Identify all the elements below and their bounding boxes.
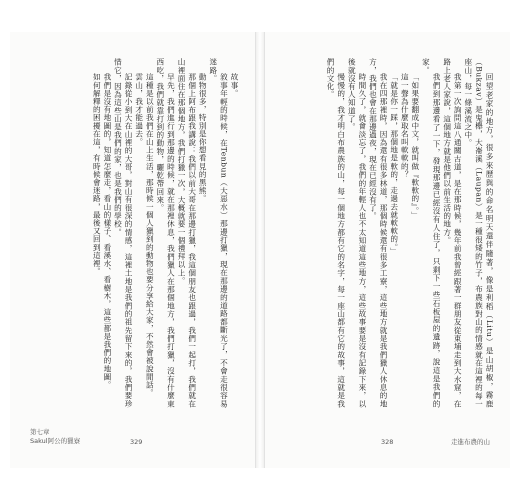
- paragraph: 這一聲為什麼取名叫軟軟的？: [400, 73, 410, 179]
- book-gutter: [256, 32, 264, 468]
- page-number: 328: [381, 438, 394, 446]
- paragraph: 「如果要翻成中文，就叫做『軟軟的』。」: [410, 73, 420, 220]
- paragraph: 敘事年輕的時候，在Tenbun（大惡水）那邊打獵，現在那邊的道路都斷光了，不會走很容易迷路。: [208, 58, 229, 408]
- paragraph: 回望老家的地方，很多來歷與的命名明天還伴隨著，像是利稻（Litu）是山胡椒，霧鹿（Bukzav）是鬼櫸，大崙溪（Laupan）是一種很矮的竹子，布農族對山的情感就在這裡的每一座山，每一條溪流之中。: [463, 58, 494, 408]
- paragraph: 那個上阿布跟我講說：我們以前大哥在那邊打獵，我這個朋友也跟過，我們一起打，我們就在山裡面住在那個地方，我們打獵一次，大概就要一個禮拜以上。: [177, 58, 197, 408]
- paragraph: 早先，我們進行到那邊的時候，就在那裡休息，我們獵人在那個地方，我們打獵，沒有什麼東西吃，我們就靠打到的動物，曬乾帶回來。: [155, 58, 176, 408]
- paragraph: 記錄從小到大在山裡的大哥，對山有很深的情感，這裡土地是我們的祖先留下來的，我們要珍惜它，因為這些山是我們的家，也是我們的學校。: [113, 58, 134, 408]
- right-page-body: [281, 58, 494, 408]
- paragraph: 慢慢的，我才明白布農族的山，每一個地方都有它的名字，每一座山都有它的故事，這就是我們的文化。: [326, 58, 346, 408]
- paragraph: 動物很多，特別是你想看見的黑熊。: [198, 73, 208, 203]
- book-title-running-head: 走進布農的山: [451, 438, 490, 446]
- paragraph: 我們到那邊看了一下，發現那邊已經沒有人住了，只剩下一些石板屋的遺跡，說這是我們的家。: [421, 58, 442, 408]
- paragraph: 如何解釋的困擾在這，有時候會迷路，最後又回到這裡。: [92, 73, 102, 276]
- paragraph: 雲山，我才能過去。: [134, 73, 144, 147]
- left-page: [10, 32, 256, 468]
- chapter-running-head: [30, 428, 80, 446]
- paragraph: 故事。: [230, 73, 239, 98]
- paragraph: 我第一次詢問這八通關古道，是在那時候，幾年前我曾經跟著一群朋友從東埔走到大水窟，在路上老人家說，這個地方就是他們以前生活的地方。: [442, 58, 463, 408]
- page-number: 329: [130, 438, 143, 446]
- chapter-title: Sakul阿公的獵寮: [30, 437, 81, 445]
- paragraph: 我們是沒有地圖的，知道怎麼走，看山的樣子、看溪水、看樹木，這些都是我們的地圖。: [102, 73, 112, 390]
- paragraph: 「就是你一踩，那個地是軟的，走過去就軟軟的。」: [389, 73, 399, 256]
- left-page-body: [26, 58, 239, 408]
- paragraph: 時間久了，就會淡忘了，我們的年輕人也不太知道這些地方，這些故事要是沒有記錄下來，以後就沒有人知道了。: [347, 58, 367, 408]
- paragraph: 我在四那裡時，因為還有很多林道，那個時候還有很多工寮，這些地方就是我們獵人休息的地方，我們也會在那邊過夜，現在已經沒有了。: [368, 58, 389, 408]
- paragraph: 這種是以前我們在山上生活，那時候一個人獵到的動物也要分享給大家，不然會被說閒話。: [145, 73, 155, 398]
- right-page: [264, 32, 510, 468]
- chapter-label: 第七章: [30, 428, 50, 436]
